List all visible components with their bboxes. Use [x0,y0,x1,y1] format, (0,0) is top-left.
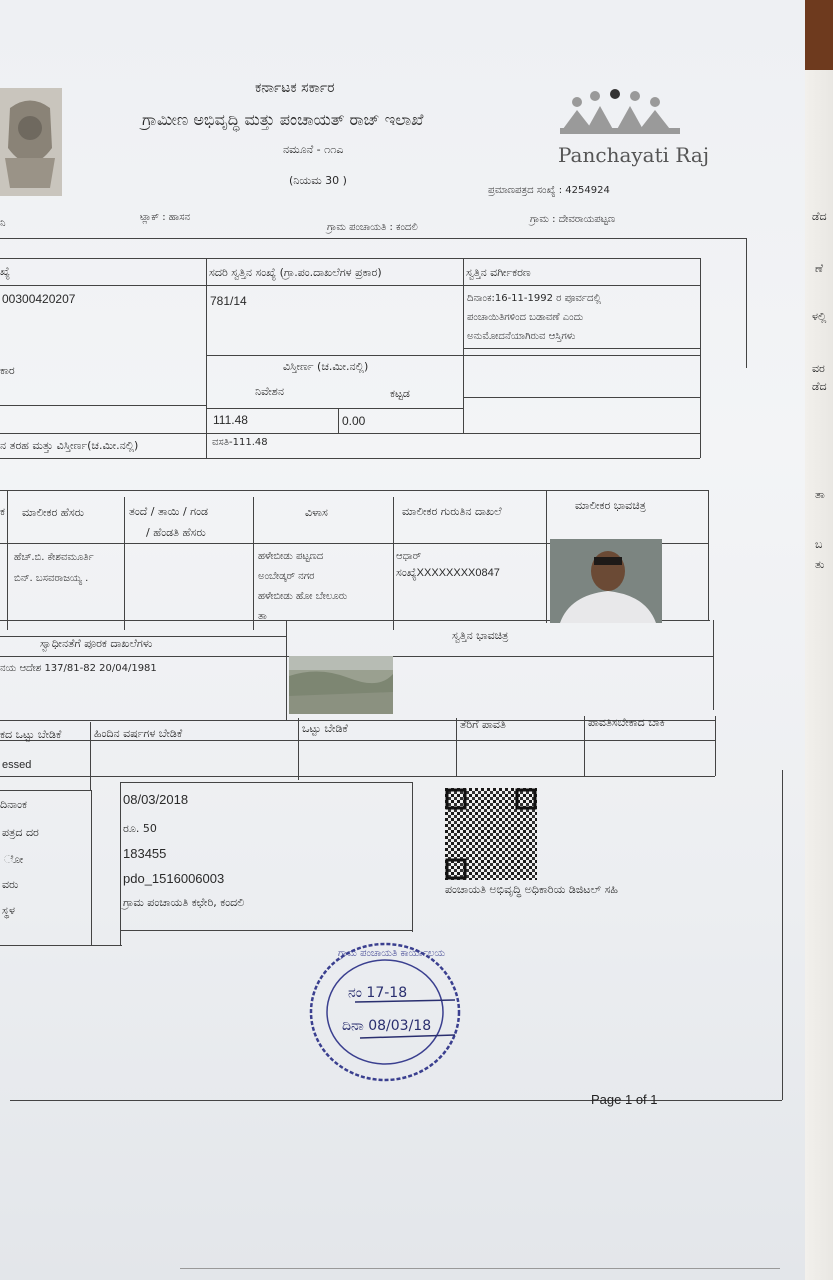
parent-name-header: / ಹೆಂಡತಿ ಹೆಸರು [146,526,206,539]
edge-text: ವರ [812,362,825,375]
owner-id-header: ಮಾಲೀಕರ ಗುರುತಿನ ದಾಖಲೆ [402,505,502,518]
site-label: ನಿವೇಶನ [255,385,284,398]
location-left-cut: ನಿ [0,218,6,229]
site-area-value: 111.48 [213,413,248,427]
possession-order: ನಯ ಆದೇಶ 137/81-82 20/04/1981 [0,663,157,674]
parent-name-header: ತಂದೆ / ತಾಯಿ / ಗಂಡ [129,505,209,518]
tax-paid-header: ತೆರಿಗೆ ಪಾವತಿ [460,718,506,731]
frame-bottom-line [10,1100,782,1101]
page-number: Page 1 of 1 [591,1092,658,1107]
edge-text: ತಾ [815,488,825,501]
seal-number: ನಂ 17-18 [348,985,408,1001]
form-number: ನಮೂನೆ - ೧೧ಎ [283,143,344,156]
edge-text: ಬ [815,538,823,551]
receipt-label: ೋ [4,853,24,866]
edge-text: ಣೆ [815,262,824,275]
owner-photo-header: ಮಾಲೀಕರ ಭಾವಚಿತ್ರ [575,499,646,512]
classification-value: ಪಂಚಾಯಿತಿಗಳಿಂದ ಬಡಾವಣೆ ಎಂದು [467,312,584,323]
type-area-label: ನ ತರಹ ಮತ್ತು ವಿಸ್ತೀರ್ಣ(ಚ.ಮೀ.ನಲ್ಲಿ) [0,439,139,452]
issued-by-value: pdo_1516006003 [123,871,225,886]
edge-text: ಡೆದ [812,210,827,223]
property-photo-header: ಸ್ವತ್ತಿನ ಭಾವಚಿತ್ರ [452,629,509,642]
property-number-header: ಸದರಿ ಸ್ವತ್ತಿನ ಸಂಖ್ಯೆ (ಗ್ರಾ.ಪಂ.ದಾಖಲೆಗಳ ಪ್ರಕಾರ) [209,266,382,279]
edge-text: ತು [815,558,825,571]
tax-current-header: ಕದ ಒಟ್ಟು ಬೇಡಿಕೆ [0,728,62,741]
qr-code-icon [445,788,537,880]
digital-signature-label: ಪಂಚಾಯತಿ ಅಭಿವೃದ್ಧಿ ಅಧಿಕಾರಿಯ ಡಿಜಿಟಲ್ ಸಹಿ [445,883,618,896]
next-page-edge-line [180,1268,780,1269]
certificate-number: ಪ್ರಮಾಣಪತ್ರದ ಸಂಖ್ಯೆ : 4254924 [488,185,610,196]
property-col1-header: ಖ್ಯೆ [0,265,10,278]
seal-date: ದಿನಾ 08/03/18 [342,1018,432,1034]
panchayati-raj-logo-text: Panchayati Raj [558,143,710,167]
property-col1-value: 00300420207 [2,292,76,306]
rule-number: (ನಿಯಮ 30 ) [289,174,347,187]
owner-id: ಆಧಾರ್ [396,551,422,562]
frame-line [0,238,746,239]
owner-address: ಹಳೇಬೀಡು ಪಟ್ಟಣದ [258,551,324,562]
tax-previous-header: ಹಿಂದಿನ ವರ್ಷಗಳ ಬೇಡಿಕೆ [94,727,183,740]
owner-id: ಸಂಖ್ಯೆXXXXXXXX0847 [396,567,500,579]
government-title: ಕರ್ನಾಟಕ ಸರ್ಕಾರ [255,80,335,96]
owner-address: ತಾ [258,611,267,622]
fee-value: ರೂ. 50 [123,822,157,835]
issue-date-value: 08/03/2018 [123,792,189,807]
department-title: ಗ್ರಾಮೀಣ ಅಭಿವೃದ್ಧಿ ಮತ್ತು ಪಂಚಾಯತ್ ರಾಜ್ ಇಲಾಖೆ [142,110,424,129]
issued-by-label: ವರು [2,878,19,891]
tax-total-header: ಒಟ್ಟು ಬೇಡಿಕೆ [302,722,348,735]
village: ಗ್ರಾಮ : ದೇವರಾಯಪಟ್ಟಣ [530,214,616,225]
owner-name: ಹೆಚ್.ಬಿ. ಕೇಶವಮೂರ್ತಿ [14,552,94,563]
row-label: ಕಾರ [0,364,15,377]
building-label: ಕಟ್ಟಡ [390,387,410,400]
issue-place-value: ಗ್ರಾಮ ಪಂಚಾಯತಿ ಕಛೇರಿ, ಕಂದಲಿ [123,896,245,909]
issue-date-label: ದಿನಾಂಕ [0,798,27,811]
building-area-value: 0.00 [342,414,366,428]
state-emblem-icon [0,88,64,198]
receipt-value: 183455 [123,846,167,861]
gram-panchayat: ಗ್ರಾಮ ಪಂಚಾಯತಿ : ಕಂದಲಿ [327,222,418,233]
tax-row-value: essed [2,759,32,771]
taluk: ಟ್ಲಾಕ್ : ಹಾಸನ [140,212,191,223]
owner-name-header: ಮಾಲೀಕರ ಹೆಸರು [22,506,85,519]
owner-photo [550,539,662,623]
property-photo [289,656,393,714]
edge-text: ಡೆದ [812,380,827,393]
area-header: ವಿಸ್ತೀರ್ಣ (ಚ.ಮೀ.ನಲ್ಲಿ) [283,360,369,373]
edge-text: ಳಲ್ಲಿ [812,310,827,323]
documents-header: ಸ್ವಾಧೀನತೆಗೆ ಪೂರಕ ದಾಖಲೆಗಳು [40,637,153,650]
frame-line [746,238,747,368]
property-number-value: 781/14 [210,294,247,308]
address-header: ವಿಳಾಸ [305,506,328,519]
official-seal-icon [305,940,465,1085]
owner-address: ಅಂಬೇಡ್ಕರ್ ನಗರ [258,571,315,582]
next-page-edge [805,0,833,1280]
issue-place-label: ಸ್ಥಳ [2,904,15,917]
seal-ring-text: ಗ್ರಾಮ ಪಂಚಾಯತಿ ಕಾರ್ಯಾಲಯ [338,948,446,959]
classification-header: ಸ್ವತ್ತಿನ ವರ್ಗೀಕರಣ [466,266,531,279]
type-area-value: ವಸತಿ-111.48 [212,437,268,448]
frame-line [782,770,783,1100]
owner-num-header: ಕ [0,505,5,518]
fee-label: ಪತ್ರದ ದರ [2,826,39,839]
owner-name: ಬಿನ್. ಬಸವರಾಜಯ್ಯ . [14,573,89,584]
classification-value: ಅನುಮೋದನೆಯಾಗಿರುವ ಆಸ್ತಿಗಳು [467,331,576,342]
classification-value: ದಿನಾಂಕ:16-11-1992 ರ ಪೂರ್ವದಲ್ಲಿ [467,293,602,304]
panchayati-raj-logo-icon [555,88,690,138]
tax-balance-header: ಪಾವತಿಸಬೇಕಾದ ಬಾಕಿ [588,716,665,729]
owner-address: ಹಳೇಬೀಡು ಹೋ ಬೇಲೂರು [258,591,348,602]
